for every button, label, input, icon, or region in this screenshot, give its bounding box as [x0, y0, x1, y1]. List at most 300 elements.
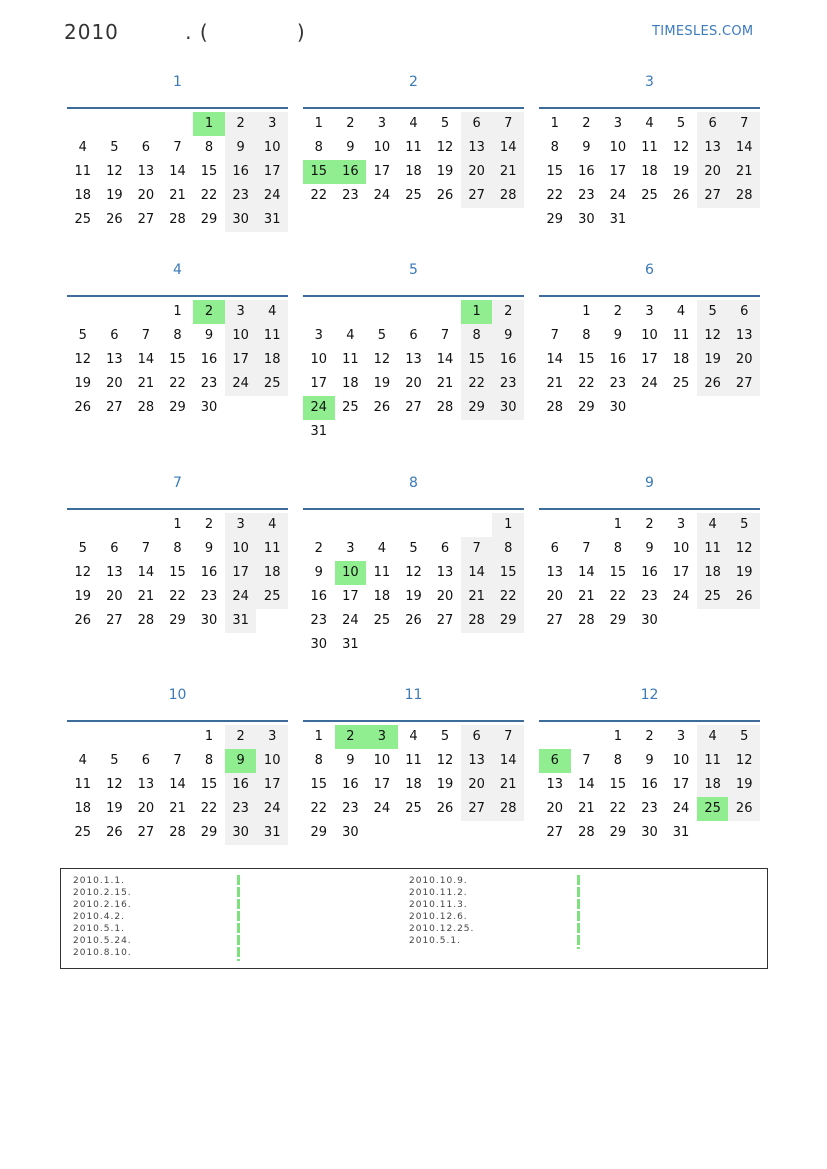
day-cell: 16: [310, 589, 328, 604]
day-cell: 21: [578, 801, 595, 816]
month-grid: [67, 508, 288, 639]
holiday-day-cell: 24: [303, 396, 335, 420]
month-grid: [539, 295, 760, 426]
day-cell: 13: [436, 565, 454, 580]
day-cell: 7: [582, 753, 591, 768]
day-cell: 8: [204, 140, 214, 155]
day-cell: 29: [200, 825, 218, 840]
day-cell: 13: [461, 136, 493, 160]
day-cell: 23: [200, 589, 218, 604]
day-cell: 4: [256, 300, 288, 324]
day-cell: 11: [256, 324, 288, 348]
holiday-marker: [237, 875, 240, 961]
day-cell: 18: [256, 561, 288, 585]
day-cell: 21: [492, 773, 524, 797]
day-cell: 8: [582, 328, 591, 343]
day-cell: 5: [78, 541, 87, 556]
day-cell: 26: [405, 613, 422, 628]
day-cell: 1: [492, 513, 524, 537]
day-cell: 26: [728, 585, 760, 609]
day-cell: 17: [256, 773, 288, 797]
day-cell: 20: [137, 188, 155, 203]
day-cell: 10: [373, 140, 391, 155]
day-cell: 31: [225, 609, 257, 633]
day-cell: 19: [697, 348, 729, 372]
day-cell: 27: [405, 400, 422, 415]
day-cell: 20: [106, 376, 123, 391]
day-cell: 10: [672, 753, 690, 768]
day-cell: 4: [78, 753, 87, 768]
day-cell: 15: [492, 561, 524, 585]
day-cell: 19: [436, 164, 454, 179]
day-cell: 20: [137, 801, 155, 816]
day-cell: 14: [578, 565, 595, 580]
day-cell: 12: [672, 140, 690, 155]
day-cell: 12: [697, 324, 729, 348]
day-cell: 16: [225, 773, 257, 797]
day-cell: 6: [141, 753, 151, 768]
day-cell: 7: [173, 753, 182, 768]
day-cell: 16: [578, 164, 595, 179]
holiday-date: 2010.12.6.: [409, 912, 468, 922]
day-cell: 13: [137, 164, 155, 179]
day-cell: 25: [672, 376, 690, 391]
day-cell: 25: [256, 585, 288, 609]
month-title: 9: [645, 475, 654, 491]
day-cell: 4: [409, 116, 418, 131]
day-cell: 12: [728, 749, 760, 773]
day-cell: 20: [546, 801, 564, 816]
day-cell: 2: [645, 729, 654, 744]
day-cell: 28: [461, 609, 493, 633]
month-title: 5: [409, 262, 418, 278]
month-title: 6: [645, 262, 654, 278]
day-cell: 23: [641, 801, 658, 816]
day-cell: 6: [550, 541, 559, 556]
day-cell: 18: [74, 188, 92, 203]
day-cell: 25: [74, 212, 92, 227]
day-cell: 5: [440, 116, 450, 131]
day-cell: 12: [436, 753, 454, 768]
day-cell: 8: [461, 324, 493, 348]
month-title: 4: [173, 262, 182, 278]
day-cell: 30: [225, 208, 257, 232]
day-cell: 26: [74, 400, 92, 415]
day-cell: 27: [106, 400, 123, 415]
day-cell: 12: [436, 140, 454, 155]
day-cell: 3: [256, 112, 288, 136]
month-title: 3: [645, 74, 654, 90]
day-cell: 15: [609, 777, 627, 792]
day-cell: 28: [436, 400, 454, 415]
day-cell: 2: [314, 541, 323, 556]
day-cell: 26: [697, 372, 729, 396]
day-cell: 9: [582, 140, 591, 155]
day-cell: 17: [256, 160, 288, 184]
day-cell: 20: [461, 160, 493, 184]
holiday-marker: [577, 875, 580, 949]
day-cell: 14: [546, 352, 564, 367]
day-cell: 11: [342, 352, 359, 367]
holiday-date: 2010.5.24.: [73, 936, 132, 946]
day-cell: 31: [256, 208, 288, 232]
day-cell: 20: [697, 160, 729, 184]
day-cell: 19: [728, 561, 760, 585]
month-grid: [539, 508, 760, 639]
day-cell: 5: [440, 729, 450, 744]
day-cell: 22: [609, 801, 627, 816]
day-cell: 28: [578, 825, 595, 840]
day-cell: 4: [78, 140, 87, 155]
day-cell: 11: [256, 537, 288, 561]
day-cell: 3: [676, 729, 686, 744]
month-grid: [303, 720, 524, 851]
day-cell: 29: [546, 212, 564, 227]
day-cell: 1: [550, 116, 559, 131]
day-cell: 23: [342, 801, 359, 816]
day-cell: 26: [373, 400, 391, 415]
day-cell: 9: [225, 136, 257, 160]
day-cell: 28: [578, 613, 595, 628]
day-cell: 28: [169, 825, 186, 840]
day-cell: 10: [256, 749, 288, 773]
day-cell: 22: [492, 585, 524, 609]
day-cell: 26: [728, 797, 760, 821]
day-cell: 15: [169, 565, 186, 580]
month-grid: [303, 295, 524, 450]
day-cell: 21: [169, 188, 186, 203]
day-cell: 14: [578, 777, 595, 792]
day-cell: 22: [169, 376, 186, 391]
day-cell: 23: [225, 797, 257, 821]
day-cell: 17: [672, 565, 690, 580]
day-cell: 5: [728, 513, 760, 537]
day-cell: 9: [645, 541, 654, 556]
month-grid: [303, 107, 524, 214]
day-cell: 7: [461, 537, 493, 561]
day-cell: 1: [582, 304, 591, 319]
day-cell: 24: [225, 372, 257, 396]
day-cell: 23: [342, 188, 359, 203]
day-cell: 21: [728, 160, 760, 184]
day-cell: 31: [342, 637, 359, 652]
day-cell: 13: [137, 777, 155, 792]
day-cell: 18: [697, 561, 729, 585]
day-cell: 7: [728, 112, 760, 136]
day-cell: 5: [676, 116, 686, 131]
day-cell: 3: [377, 116, 387, 131]
holiday-day-cell: 10: [335, 561, 367, 585]
day-cell: 20: [546, 589, 564, 604]
day-cell: 20: [405, 376, 422, 391]
day-cell: 1: [173, 517, 182, 532]
day-cell: 17: [609, 164, 627, 179]
day-cell: 4: [676, 304, 686, 319]
month-grid: [67, 295, 288, 426]
day-cell: 21: [137, 589, 155, 604]
day-cell: 6: [110, 328, 119, 343]
holiday-day-cell: 15: [303, 160, 335, 184]
day-cell: 22: [200, 801, 218, 816]
day-cell: 19: [728, 773, 760, 797]
day-cell: 9: [314, 565, 323, 580]
month-title: 11: [404, 687, 423, 703]
month-title: 12: [640, 687, 659, 703]
month-title: 1: [173, 74, 182, 90]
day-cell: 26: [106, 825, 123, 840]
day-cell: 6: [110, 541, 119, 556]
holiday-date: 2010.4.2.: [73, 912, 125, 922]
day-cell: 7: [492, 725, 524, 749]
day-cell: 26: [436, 188, 454, 203]
holiday-date: 2010.10.9.: [409, 876, 468, 886]
day-cell: 20: [106, 589, 123, 604]
day-cell: 28: [728, 184, 760, 208]
day-cell: 9: [204, 328, 214, 343]
day-cell: 9: [346, 753, 355, 768]
day-cell: 14: [137, 565, 155, 580]
day-cell: 11: [405, 140, 422, 155]
holiday-date: 2010.5.1.: [73, 924, 125, 934]
month-grid: [539, 107, 760, 238]
holiday-date: 2010.2.15.: [73, 888, 132, 898]
day-cell: 3: [645, 304, 654, 319]
day-cell: 12: [405, 565, 422, 580]
day-cell: 4: [256, 513, 288, 537]
day-cell: 22: [310, 801, 328, 816]
day-cell: 6: [461, 112, 493, 136]
day-cell: 31: [256, 821, 288, 845]
day-cell: 17: [342, 589, 359, 604]
day-cell: 5: [78, 328, 87, 343]
day-cell: 27: [546, 825, 564, 840]
holiday-day-cell: 25: [697, 797, 729, 821]
day-cell: 12: [74, 565, 92, 580]
day-cell: 2: [645, 517, 654, 532]
day-cell: 29: [609, 613, 627, 628]
day-cell: 14: [492, 749, 524, 773]
day-cell: 13: [405, 352, 422, 367]
day-cell: 21: [578, 589, 595, 604]
day-cell: 13: [461, 749, 493, 773]
day-cell: 30: [310, 637, 328, 652]
day-cell: 30: [641, 825, 658, 840]
day-cell: 22: [169, 589, 186, 604]
holiday-day-cell: 1: [193, 112, 225, 136]
day-cell: 11: [697, 749, 729, 773]
day-cell: 14: [169, 164, 186, 179]
day-cell: 12: [106, 777, 123, 792]
holiday-day-cell: 2: [335, 725, 367, 749]
day-cell: 19: [373, 376, 391, 391]
day-cell: 10: [225, 324, 257, 348]
day-cell: 16: [641, 565, 658, 580]
day-cell: 25: [697, 585, 729, 609]
day-cell: 12: [373, 352, 391, 367]
month-title: 2: [409, 74, 418, 90]
day-cell: 3: [676, 517, 686, 532]
holiday-date: 2010.8.10.: [73, 948, 132, 958]
day-cell: 22: [310, 188, 328, 203]
day-cell: 13: [546, 565, 564, 580]
day-cell: 10: [225, 537, 257, 561]
holiday-list-box: [60, 868, 768, 969]
day-cell: 28: [137, 613, 155, 628]
day-cell: 24: [609, 188, 627, 203]
day-cell: 18: [697, 773, 729, 797]
day-cell: 14: [492, 136, 524, 160]
day-cell: 26: [74, 613, 92, 628]
day-cell: 3: [346, 541, 355, 556]
day-cell: 26: [672, 188, 690, 203]
day-cell: 7: [582, 541, 591, 556]
day-cell: 24: [342, 613, 359, 628]
day-cell: 16: [342, 777, 359, 792]
day-cell: 5: [697, 300, 729, 324]
holiday-date: 2010.11.2.: [409, 888, 468, 898]
day-cell: 11: [672, 328, 690, 343]
day-cell: 6: [461, 725, 493, 749]
day-cell: 10: [641, 328, 658, 343]
day-cell: 27: [137, 825, 155, 840]
day-cell: 10: [310, 352, 328, 367]
day-cell: 8: [204, 753, 214, 768]
day-cell: 7: [141, 328, 151, 343]
day-cell: 14: [436, 352, 454, 367]
day-cell: 3: [613, 116, 623, 131]
month-title: 7: [173, 475, 182, 491]
day-cell: 16: [641, 777, 658, 792]
day-cell: 28: [137, 400, 155, 415]
day-cell: 18: [405, 777, 422, 792]
day-cell: 21: [546, 376, 564, 391]
day-cell: 27: [546, 613, 564, 628]
day-cell: 11: [74, 777, 92, 792]
month-title: 8: [409, 475, 418, 491]
day-cell: 8: [173, 328, 182, 343]
day-cell: 9: [492, 324, 524, 348]
day-cell: 2: [204, 517, 214, 532]
day-cell: 23: [609, 376, 627, 391]
day-cell: 28: [546, 400, 564, 415]
day-cell: 27: [697, 184, 729, 208]
month-title: 10: [168, 687, 187, 703]
day-cell: 4: [697, 725, 729, 749]
day-cell: 14: [461, 561, 493, 585]
day-cell: 11: [697, 537, 729, 561]
day-cell: 20: [728, 348, 760, 372]
day-cell: 31: [672, 825, 690, 840]
day-cell: 27: [106, 613, 123, 628]
day-cell: 10: [256, 136, 288, 160]
day-cell: 19: [74, 589, 92, 604]
day-cell: 19: [106, 801, 123, 816]
day-cell: 15: [546, 164, 564, 179]
day-cell: 10: [609, 140, 627, 155]
day-cell: 4: [645, 116, 654, 131]
day-cell: 4: [377, 541, 387, 556]
day-cell: 10: [373, 753, 391, 768]
day-cell: 30: [492, 396, 524, 420]
day-cell: 25: [256, 372, 288, 396]
day-cell: 29: [169, 613, 186, 628]
day-cell: 3: [225, 513, 257, 537]
day-cell: 23: [225, 184, 257, 208]
day-cell: 29: [578, 400, 595, 415]
day-cell: 30: [342, 825, 359, 840]
day-cell: 18: [342, 376, 359, 391]
day-cell: 24: [256, 184, 288, 208]
day-cell: 13: [697, 136, 729, 160]
day-cell: 25: [342, 400, 359, 415]
day-cell: 15: [461, 348, 493, 372]
day-cell: 29: [609, 825, 627, 840]
day-cell: 21: [169, 801, 186, 816]
month-grid: [67, 720, 288, 851]
day-cell: 30: [200, 400, 218, 415]
day-cell: 18: [373, 589, 391, 604]
day-cell: 9: [346, 140, 355, 155]
day-cell: 15: [169, 352, 186, 367]
day-cell: 21: [436, 376, 454, 391]
day-cell: 12: [728, 537, 760, 561]
day-cell: 30: [200, 613, 218, 628]
day-cell: 18: [405, 164, 422, 179]
day-cell: 22: [578, 376, 595, 391]
day-cell: 16: [200, 352, 218, 367]
day-cell: 3: [225, 300, 257, 324]
day-cell: 7: [141, 541, 151, 556]
holiday-date: 2010.2.16.: [73, 900, 132, 910]
day-cell: 29: [169, 400, 186, 415]
day-cell: 15: [609, 565, 627, 580]
day-cell: 19: [436, 777, 454, 792]
day-cell: 17: [373, 777, 391, 792]
holiday-date: 2010.11.3.: [409, 900, 468, 910]
day-cell: 11: [405, 753, 422, 768]
day-cell: 25: [641, 188, 658, 203]
day-cell: 5: [377, 328, 387, 343]
day-cell: 24: [256, 797, 288, 821]
month-grid: [303, 508, 524, 663]
day-cell: 12: [74, 352, 92, 367]
day-cell: 9: [204, 541, 214, 556]
day-cell: 19: [672, 164, 690, 179]
day-cell: 21: [137, 376, 155, 391]
day-cell: 23: [200, 376, 218, 391]
day-cell: 26: [106, 212, 123, 227]
day-cell: 25: [405, 188, 422, 203]
day-cell: 6: [728, 300, 760, 324]
day-cell: 14: [169, 777, 186, 792]
day-cell: 23: [641, 589, 658, 604]
day-cell: 22: [546, 188, 564, 203]
day-cell: 3: [256, 725, 288, 749]
day-cell: 15: [578, 352, 595, 367]
day-cell: 18: [672, 352, 690, 367]
day-cell: 17: [373, 164, 391, 179]
day-cell: 5: [110, 140, 119, 155]
day-cell: 25: [373, 613, 391, 628]
day-cell: 21: [461, 585, 493, 609]
day-cell: 28: [492, 797, 524, 821]
day-cell: 6: [409, 328, 418, 343]
day-cell: 21: [492, 160, 524, 184]
day-cell: 23: [492, 372, 524, 396]
day-cell: 4: [346, 328, 355, 343]
day-cell: 16: [609, 352, 627, 367]
site-link[interactable]: TIMESLES.COM: [652, 24, 754, 39]
